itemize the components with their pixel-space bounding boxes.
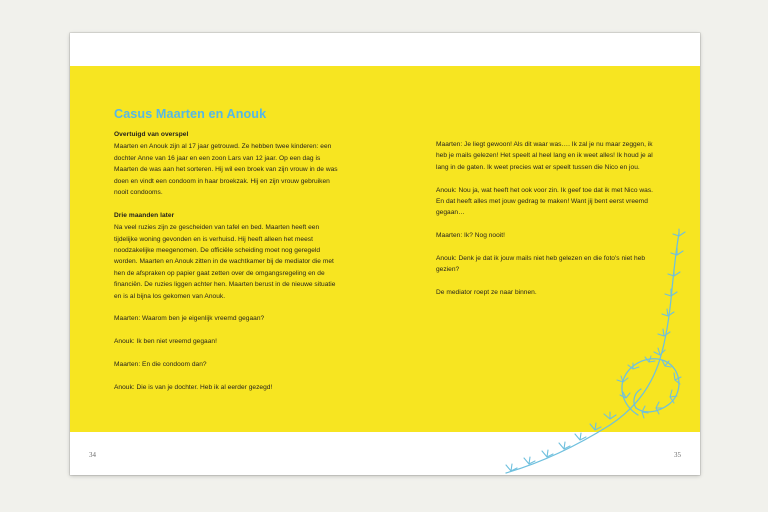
section-body-overtuigd: Maarten en Anouk zijn al 17 jaar getrouwd. Ze hebben twee kinderen: een dochter Anne van 16 jaar en een zoon Lars van 12 jaar. Op een dag is Maarten de was aan het sorteren. Hij wil een broek van zijn vrouw in de was doen en vindt een condoom in haar broekzak. Hij en zijn vrouw gebruiken nooit condooms. — [114, 143, 338, 197]
section-heading-overtuigd: Overtuigd van overspel — [114, 131, 189, 138]
dialogue-line: Maarten: Je liegt gewoon! Als dit waar was…. Ik zal je nu maar zeggen, ik heb je mails gelezen! Het speelt al heel lang en ik weet alles! Ik houd je al lang in de gaten. Ik weet precies wat er speelt tussen die Nico en jou. — [436, 141, 653, 171]
dialogue-line: Maarten: Ik? Nog nooit! — [436, 232, 505, 240]
dialogue-line: Anouk: Denk je dat ik jouw mails niet heb gelezen en die foto's niet heb gezien? — [436, 255, 646, 274]
dialogue-line: Maarten: En die condoom dan? — [114, 361, 207, 369]
book-spread — [70, 33, 700, 475]
dialogue-line: Anouk: Die is van je dochter. Heb ik al eerder gezegd! — [114, 383, 273, 391]
section-heading-drie-maanden: Drie maanden later — [114, 211, 175, 219]
dialogue-line: De mediator roept ze naar binnen. — [436, 289, 537, 297]
left-page-text-column — [114, 129, 338, 405]
right-page-text-column — [436, 139, 662, 310]
page-number-left: 34 — [89, 451, 96, 459]
dialogue-line: Anouk: Ik ben niet vreemd gegaan! — [114, 338, 217, 346]
page-title: Casus Maarten en Anouk — [114, 107, 267, 121]
dialogue-line: Maarten: Waarom ben je eigenlijk vreemd gegaan? — [114, 315, 265, 323]
page-number-right: 35 — [674, 451, 681, 459]
section-body-drie-maanden: Na veel ruzies zijn ze gescheiden van tafel en bed. Maarten heeft een tijdelijke woning gevonden en is verhuisd. Hij heeft alleen het meest noodzakelijke meegenomen. De officiële scheiding moet nog geregeld worden. Maarten en Anouk zitten in de wachtkamer bij de mediator die met hen de afspraken op papier gaat zetten over de omgangsregeling en de financiën. De ruzies liggen achter hen. Maarten berust in de nieuwe situatie en is al bijna los gekomen van Anouk. — [114, 224, 336, 300]
dialogue-line: Anouk: Nou ja, wat heeft het ook voor zin. Ik geef toe dat ik met Nico was. En dat heeft alles met jouw gedrag te maken! Want jij bent eerst vreemd gegaan… — [436, 186, 654, 217]
